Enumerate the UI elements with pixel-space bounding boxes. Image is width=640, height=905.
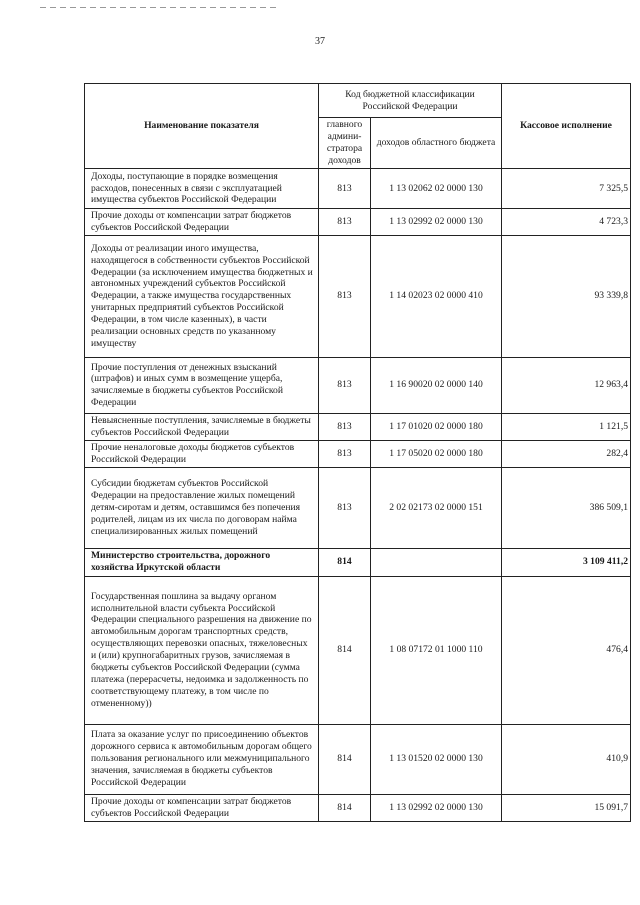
admin-code-cell: 814 — [319, 724, 371, 794]
amount-cell: 1 121,5 — [502, 413, 631, 440]
page-number: 37 — [315, 36, 325, 47]
amount-cell: 386 509,1 — [502, 467, 631, 548]
kbk-code-cell: 1 17 01020 02 0000 180 — [371, 413, 502, 440]
table-row — [85, 467, 631, 548]
indicator-name-cell: Прочие доходы от компенсации затрат бюджетов субъектов Российской Федерации — [85, 794, 319, 821]
amount-cell: 15 091,7 — [502, 794, 631, 821]
indicator-name-cell: Прочие поступления от денежных взысканий (штрафов) и иных сумм в возмещение ущерба, зачисляемые в бюджеты субъектов Российской Федерации — [85, 357, 319, 413]
indicator-name-cell: Плата за оказание услуг по присоединению объектов дорожного сервиса к автомобильным дорогам общего пользования регионального или межмуниципального значения, зачисляемая в бюджеты субъектов Российской Федерации — [85, 724, 319, 794]
admin-code-cell: 814 — [319, 548, 371, 576]
amount-cell: 3 109 411,2 — [502, 548, 631, 576]
budget-execution-table — [84, 83, 631, 822]
table-row — [85, 357, 631, 413]
amount-cell: 282,4 — [502, 440, 631, 467]
admin-code-cell: 813 — [319, 467, 371, 548]
admin-code-cell: 813 — [319, 413, 371, 440]
kbk-code-cell: 1 14 02023 02 0000 410 — [371, 235, 502, 357]
amount-cell: 7 325,5 — [502, 169, 631, 209]
admin-code-cell: 813 — [319, 440, 371, 467]
table-row — [85, 548, 631, 576]
scan-artifact-line — [40, 7, 280, 8]
admin-code-cell: 813 — [319, 169, 371, 209]
table-row — [85, 794, 631, 821]
indicator-name-cell: Прочие доходы от компенсации затрат бюджетов субъектов Российской Федерации — [85, 209, 319, 236]
kbk-code-cell: 1 08 07172 01 1000 110 — [371, 576, 502, 724]
kbk-code-cell: 1 16 90020 02 0000 140 — [371, 357, 502, 413]
kbk-code-cell: 1 13 02992 02 0000 130 — [371, 209, 502, 236]
admin-code-cell: 813 — [319, 209, 371, 236]
header-revenue-code: доходов областного бюджета — [371, 118, 502, 169]
amount-cell: 12 963,4 — [502, 357, 631, 413]
admin-code-cell: 813 — [319, 235, 371, 357]
table-body — [85, 169, 631, 822]
indicator-name-cell: Министерство строительства, дорожного хозяйства Иркутской области — [85, 548, 319, 576]
kbk-code-cell: 1 13 02992 02 0000 130 — [371, 794, 502, 821]
indicator-name-cell: Прочие неналоговые доходы бюджетов субъектов Российской Федерации — [85, 440, 319, 467]
admin-code-cell: 813 — [319, 357, 371, 413]
indicator-name-cell: Субсидии бюджетам субъектов Российской Федерации на предоставление жилых помещений детям-сиротам и детям, оставшимся без попечения родителей, лицам из их числа по договорам найма специализированных жилых помещений — [85, 467, 319, 548]
kbk-code-cell — [371, 548, 502, 576]
header-admin-code: главного админи-стратора доходов — [319, 118, 371, 169]
header-cash-execution: Кассовое исполнение — [502, 84, 631, 169]
table-row — [85, 209, 631, 236]
table-row — [85, 724, 631, 794]
admin-code-cell: 814 — [319, 576, 371, 724]
amount-cell: 93 339,8 — [502, 235, 631, 357]
admin-code-cell: 814 — [319, 794, 371, 821]
amount-cell: 476,4 — [502, 576, 631, 724]
kbk-code-cell: 1 13 01520 02 0000 130 — [371, 724, 502, 794]
table-row — [85, 576, 631, 724]
kbk-code-cell: 1 13 02062 02 0000 130 — [371, 169, 502, 209]
indicator-name-cell: Доходы, поступающие в порядке возмещения расходов, понесенных в связи с эксплуатацией имущества субъектов Российской Федерации — [85, 169, 319, 209]
amount-cell: 410,9 — [502, 724, 631, 794]
kbk-code-cell: 1 17 05020 02 0000 180 — [371, 440, 502, 467]
table-row — [85, 235, 631, 357]
header-indicator-name: Наименование показателя — [85, 84, 319, 169]
amount-cell: 4 723,3 — [502, 209, 631, 236]
indicator-name-cell: Государственная пошлина за выдачу органом исполнительной власти субъекта Российской Федерации специального разрешения на движение по автомобильным дорогам транспортных средств, осуществляющих перевозки опасных, тяжеловесных и (или) крупногабаритных грузов, зачисляемая в бюджеты субъектов Российской Федерации (сумма платежа (перерасчеты, недоимка и задолженность по соответствующему платежу, в том числе по отмененному)) — [85, 576, 319, 724]
table-row — [85, 169, 631, 209]
table-row — [85, 440, 631, 467]
table-row — [85, 413, 631, 440]
header-kbk-group: Код бюджетной классификации Российской Федерации — [319, 84, 502, 118]
indicator-name-cell: Доходы от реализации иного имущества, находящегося в собственности субъектов Российской Федерации (за исключением имущества бюджетных и автономных учреждений субъектов Российской Федерации, а также имущества государственных унитарных предприятий субъектов Российской Федерации, в том числе казенных), в части реализации основных средств по указанному имуществу — [85, 235, 319, 357]
kbk-code-cell: 2 02 02173 02 0000 151 — [371, 467, 502, 548]
indicator-name-cell: Невыясненные поступления, зачисляемые в бюджеты субъектов Российской Федерации — [85, 413, 319, 440]
